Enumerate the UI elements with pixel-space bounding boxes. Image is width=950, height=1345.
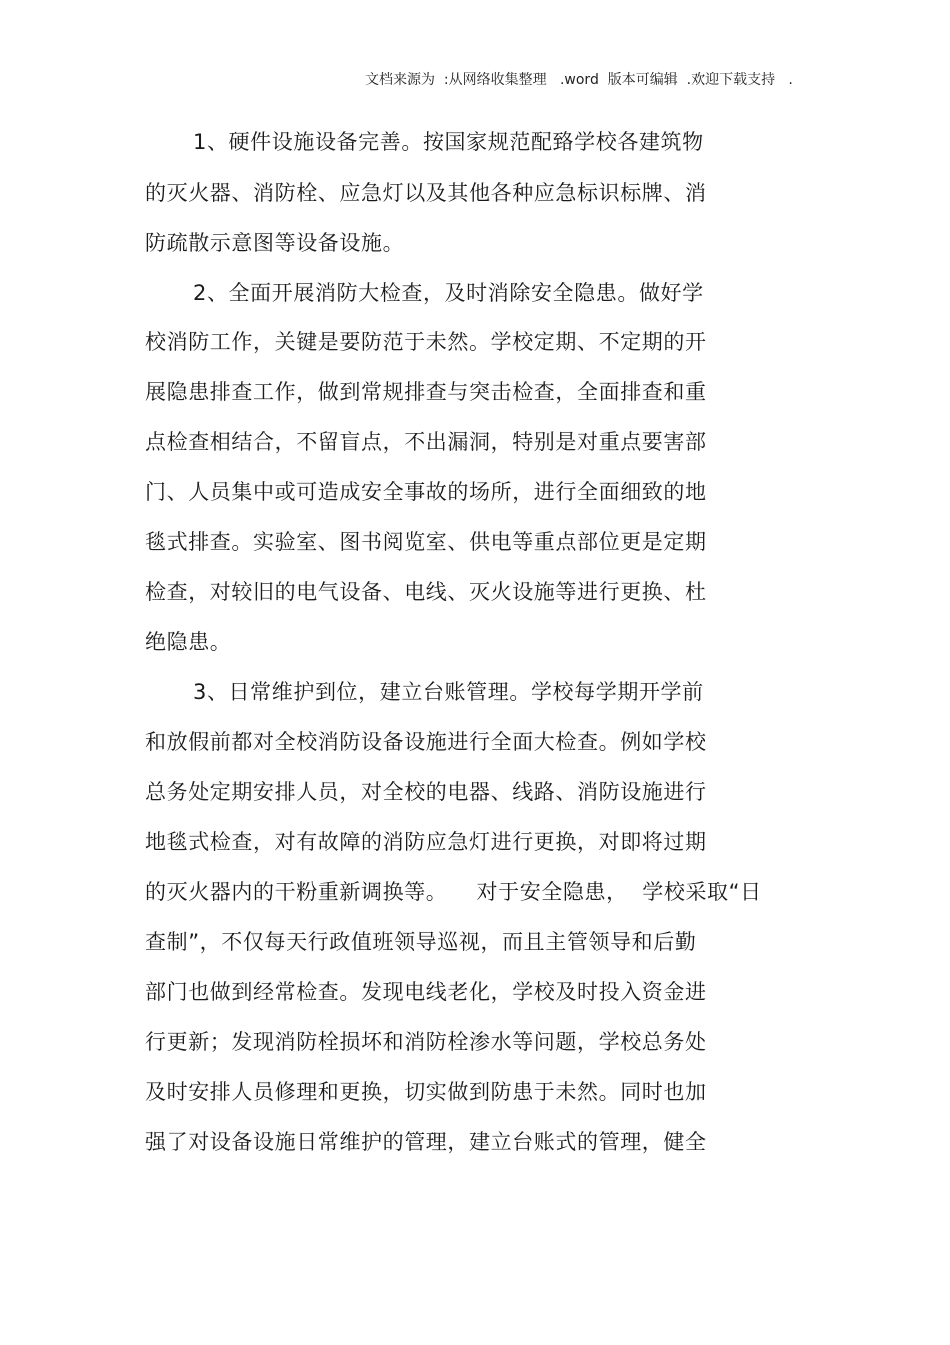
paragraph-1-line-2: 的灭火器、消防栓、应急灯以及其他各种应急标识标牌、消 bbox=[145, 181, 707, 205]
paragraph-2-line-3: 展隐患排查工作，做到常规排查与突击检查，全面排查和重 bbox=[145, 380, 707, 404]
paragraph-2-line-8: 绝隐患。 bbox=[145, 630, 232, 654]
paragraph-2-line-5: 门、人员集中或可造成安全事故的场所，进行全面细致的地 bbox=[145, 480, 707, 504]
paragraph-2-line-4: 点检查相结合，不留盲点，不出漏洞，特别是对重点要害部 bbox=[145, 430, 707, 454]
paragraph-2-line-2: 校消防工作，关键是要防范于未然。学校定期、不定期的开 bbox=[145, 330, 707, 354]
paragraph-2-line-7: 检查，对较旧的电气设备、电线、灭火设施等进行更换、杜 bbox=[145, 580, 707, 604]
paragraph-3-line-4: 地毯式检查，对有故障的消防应急灯进行更换，对即将过期 bbox=[145, 830, 707, 854]
paragraph-1-line-3: 防疏散示意图等设备设施。 bbox=[145, 231, 405, 255]
page-header-source-note: 文档来源为 :从网络收集整理 .word 版本可编辑 .欢迎下载支持 . bbox=[365, 72, 793, 88]
paragraph-3-line-5: 的灭火器内的干粉重新调换等。 对于安全隐患， 学校采取“日 bbox=[145, 880, 762, 904]
paragraph-2-line-1: 2、全面开展消防大检查，及时消除安全隐患。做好学 bbox=[193, 281, 704, 305]
paragraph-2-line-6: 毯式排查。实验室、图书阅览室、供电等重点部位更是定期 bbox=[145, 530, 707, 554]
paragraph-3-line-7: 部门也做到经常检查。发现电线老化，学校及时投入资金进 bbox=[145, 980, 707, 1004]
paragraph-3-line-8: 行更新；发现消防栓损坏和消防栓渗水等问题，学校总务处 bbox=[145, 1030, 707, 1054]
paragraph-1-line-1: 1、硬件设施设备完善。按国家规范配臵学校各建筑物 bbox=[193, 130, 704, 154]
paragraph-3-line-1: 3、日常维护到位，建立台账管理。学校每学期开学前 bbox=[193, 680, 704, 704]
paragraph-3-line-2: 和放假前都对全校消防设备设施进行全面大检查。例如学校 bbox=[145, 730, 707, 754]
paragraph-3-line-3: 总务处定期安排人员，对全校的电器、线路、消防设施进行 bbox=[145, 780, 707, 804]
paragraph-3-line-6: 查制”，不仅每天行政值班领导巡视，而且主管领导和后勤 bbox=[145, 930, 697, 954]
paragraph-3-line-10: 强了对设备设施日常维护的管理，建立台账式的管理，健全 bbox=[145, 1130, 707, 1154]
paragraph-3-line-9: 及时安排人员修理和更换，切实做到防患于未然。同时也加 bbox=[145, 1080, 707, 1104]
